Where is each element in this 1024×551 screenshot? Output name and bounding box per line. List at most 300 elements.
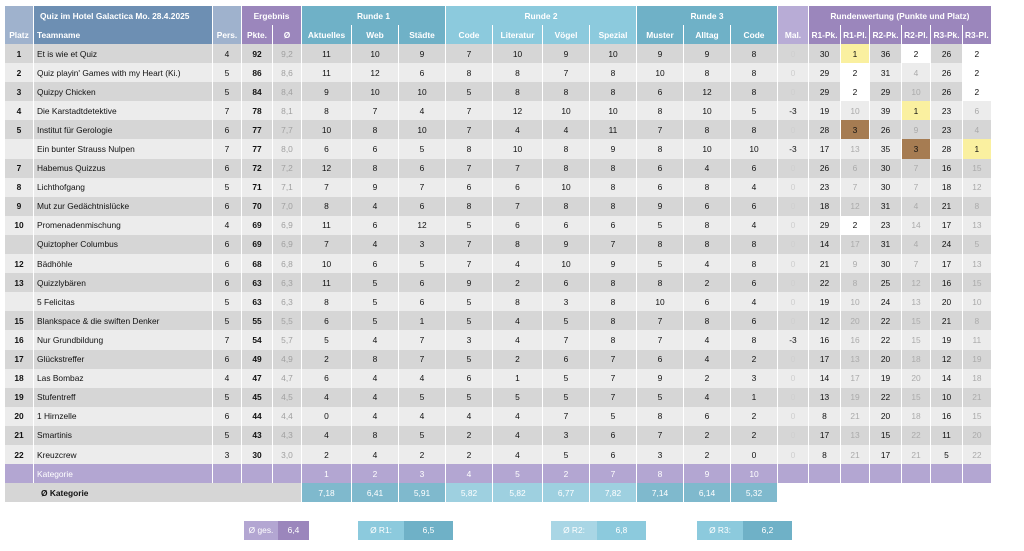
row-mal: 0 <box>778 44 808 63</box>
row-score: 2 <box>399 445 445 464</box>
row-r1pl: 12 <box>841 197 869 216</box>
row-r1pl: 2 <box>841 216 869 235</box>
row-r2pk: 20 <box>870 350 901 369</box>
row-score: 8 <box>637 407 683 426</box>
row-r1pk: 17 <box>809 350 840 369</box>
row-mal: 0 <box>778 178 808 197</box>
row-score: 6 <box>684 197 730 216</box>
row-score: 4 <box>352 235 398 254</box>
table-row <box>5 311 991 330</box>
summary-avg-r1 <box>358 521 453 540</box>
row-score: 10 <box>302 254 351 273</box>
row-r2pk: 17 <box>870 445 901 464</box>
row-platz: 16 <box>5 330 33 349</box>
row-score: 7 <box>302 178 351 197</box>
row-avg: 8,4 <box>273 82 301 101</box>
row-r2pk: 30 <box>870 159 901 178</box>
row-score: 3 <box>731 369 777 388</box>
row-r1pl: 8 <box>841 273 869 292</box>
table-row <box>5 235 991 254</box>
row-score: 4 <box>493 120 542 139</box>
row-score: 4 <box>493 426 542 445</box>
row-score: 7 <box>590 369 636 388</box>
row-avg: 8,6 <box>273 63 301 82</box>
row-r1pk: 8 <box>809 445 840 464</box>
row-teamname: Glückstreffer <box>34 350 212 369</box>
row-score: 7 <box>446 254 492 273</box>
row-score: 8 <box>731 120 777 139</box>
row-score: 8 <box>684 216 730 235</box>
row-score: 5 <box>399 388 445 407</box>
row-r3pk: 18 <box>931 178 962 197</box>
row-score: 4 <box>493 311 542 330</box>
rundenwertung-header: Rundenwertung (Punkte und Platz) <box>809 6 991 25</box>
col-avg: Ø <box>273 25 301 44</box>
table-row <box>5 82 991 101</box>
row-score: 4 <box>352 388 398 407</box>
row-score: 2 <box>684 426 730 445</box>
row-avg: 4,9 <box>273 350 301 369</box>
row-r1pl: 17 <box>841 235 869 254</box>
row-pkte: 63 <box>242 273 272 292</box>
row-teamname: Ein bunter Strauss Nulpen <box>34 139 212 158</box>
row-score: 8 <box>352 159 398 178</box>
row-score: 7 <box>543 407 589 426</box>
row-score: 5 <box>543 388 589 407</box>
row-r1pl: 3 <box>841 120 869 139</box>
row-score: 4 <box>352 369 398 388</box>
row-pkte: 45 <box>242 388 272 407</box>
header-blank <box>213 6 241 25</box>
row-mal: 0 <box>778 63 808 82</box>
row-score: 8 <box>684 235 730 254</box>
table-row <box>5 330 991 349</box>
row-platz: 21 <box>5 426 33 445</box>
row-score: 10 <box>543 254 589 273</box>
row-r2pk: 31 <box>870 235 901 254</box>
row-r2pk: 30 <box>870 254 901 273</box>
row-pkte: 77 <box>242 120 272 139</box>
row-r1pk: 22 <box>809 273 840 292</box>
row-score: 6 <box>731 197 777 216</box>
kategorie-number: 2 <box>352 464 398 483</box>
runde2-header: Runde 2 <box>446 6 636 25</box>
row-mal: 0 <box>778 216 808 235</box>
kategorie-blank <box>841 464 869 483</box>
row-score: 6 <box>590 445 636 464</box>
row-r1pl: 10 <box>841 292 869 311</box>
row-platz: 13 <box>5 273 33 292</box>
row-platz <box>5 139 33 158</box>
row-r2pl: 18 <box>902 350 930 369</box>
row-score: 12 <box>399 216 445 235</box>
row-score: 6 <box>731 273 777 292</box>
row-pers: 3 <box>213 445 241 464</box>
row-score: 7 <box>590 388 636 407</box>
table-row <box>5 254 991 273</box>
row-score: 7 <box>543 330 589 349</box>
col-r3pk: R3-Pk. <box>931 25 962 44</box>
row-teamname: Quiz playin' Games with my Heart (Ki.) <box>34 63 212 82</box>
row-r1pk: 26 <box>809 159 840 178</box>
row-avg: 7,2 <box>273 159 301 178</box>
row-mal: 0 <box>778 388 808 407</box>
row-mal: 0 <box>778 426 808 445</box>
row-r3pl: 2 <box>963 44 991 63</box>
col-alltag: Alltag <box>684 25 730 44</box>
row-score: 6 <box>302 311 351 330</box>
row-r2pl: 9 <box>902 120 930 139</box>
row-pkte: 44 <box>242 407 272 426</box>
row-r2pl: 15 <box>902 311 930 330</box>
row-score: 12 <box>302 159 351 178</box>
row-avg: 8,1 <box>273 101 301 120</box>
row-score: 2 <box>684 369 730 388</box>
row-score: 4 <box>731 216 777 235</box>
row-score: 10 <box>399 120 445 139</box>
row-score: 8 <box>493 82 542 101</box>
row-score: 8 <box>493 235 542 254</box>
row-score: 5 <box>731 101 777 120</box>
kategorie-blank <box>870 464 901 483</box>
row-platz: 9 <box>5 197 33 216</box>
row-score: 8 <box>543 197 589 216</box>
row-platz: 8 <box>5 178 33 197</box>
row-score: 6 <box>637 82 683 101</box>
runde3-header: Runde 3 <box>637 6 777 25</box>
table-row <box>5 388 991 407</box>
row-platz <box>5 235 33 254</box>
row-score: 8 <box>590 197 636 216</box>
row-score: 7 <box>446 235 492 254</box>
row-r2pk: 29 <box>870 82 901 101</box>
row-score: 8 <box>637 235 683 254</box>
row-score: 8 <box>302 101 351 120</box>
quiz-title: Quiz im Hotel Galactica Mo. 28.4.2025 <box>34 6 212 25</box>
row-score: 4 <box>352 445 398 464</box>
row-score: 6 <box>637 178 683 197</box>
row-score: 6 <box>352 216 398 235</box>
row-r1pl: 6 <box>841 159 869 178</box>
row-score: 6 <box>446 178 492 197</box>
row-r2pl: 15 <box>902 388 930 407</box>
row-r3pk: 16 <box>931 159 962 178</box>
col-r2pk: R2-Pk. <box>870 25 901 44</box>
row-score: 3 <box>543 426 589 445</box>
col-code3: Code <box>731 25 777 44</box>
row-platz: 3 <box>5 82 33 101</box>
col-staedte: Städte <box>399 25 445 44</box>
row-score: 10 <box>399 82 445 101</box>
row-score: 2 <box>731 426 777 445</box>
row-r3pk: 14 <box>931 369 962 388</box>
row-score: 6 <box>352 139 398 158</box>
row-score: 9 <box>543 235 589 254</box>
row-r1pk: 19 <box>809 292 840 311</box>
col-teamname: Teamname <box>34 25 212 44</box>
kategorie-number: 4 <box>446 464 492 483</box>
row-score: 5 <box>446 292 492 311</box>
row-r3pk: 24 <box>931 235 962 254</box>
row-score: 4 <box>302 426 351 445</box>
row-pkte: 69 <box>242 216 272 235</box>
row-score: 4 <box>543 120 589 139</box>
row-r1pl: 20 <box>841 311 869 330</box>
table-row <box>5 139 991 158</box>
row-r1pk: 14 <box>809 369 840 388</box>
row-r3pl: 2 <box>963 63 991 82</box>
row-score: 2 <box>302 445 351 464</box>
row-pkte: 86 <box>242 63 272 82</box>
kategorie-blank <box>809 464 840 483</box>
row-platz: 5 <box>5 120 33 139</box>
row-teamname: Habemus Quizzus <box>34 159 212 178</box>
row-teamname: 1 Hirnzelle <box>34 407 212 426</box>
table-row <box>5 426 991 445</box>
kategorie-blank <box>778 464 808 483</box>
kategorie-row <box>5 464 991 483</box>
row-score: 7 <box>352 101 398 120</box>
row-score: 5 <box>446 311 492 330</box>
table-row <box>5 273 991 292</box>
avg-kategorie-blank <box>778 483 991 502</box>
row-mal: 0 <box>778 350 808 369</box>
row-r3pk: 21 <box>931 311 962 330</box>
row-score: 8 <box>302 197 351 216</box>
table-row <box>5 445 991 464</box>
row-score: 6 <box>684 292 730 311</box>
row-score: 11 <box>302 273 351 292</box>
row-teamname: Smartinis <box>34 426 212 445</box>
row-r2pk: 20 <box>870 407 901 426</box>
header-blank <box>5 6 33 25</box>
row-r3pk: 19 <box>931 330 962 349</box>
row-score: 7 <box>399 350 445 369</box>
row-score: 7 <box>543 63 589 82</box>
row-score: 6 <box>731 159 777 178</box>
row-score: 4 <box>684 159 730 178</box>
col-spezial: Spezial <box>590 25 636 44</box>
row-score: 8 <box>637 139 683 158</box>
row-r3pk: 16 <box>931 273 962 292</box>
row-pkte: 55 <box>242 311 272 330</box>
row-mal: 0 <box>778 159 808 178</box>
row-score: 4 <box>684 350 730 369</box>
kategorie-number: 5 <box>493 464 542 483</box>
row-score: 7 <box>590 350 636 369</box>
row-score: 2 <box>731 407 777 426</box>
row-platz: 2 <box>5 63 33 82</box>
avg-kategorie-value: 5,82 <box>493 483 542 502</box>
summary-label: Ø R3: <box>697 521 743 540</box>
kategorie-label: Kategorie <box>34 464 212 483</box>
row-score: 5 <box>590 407 636 426</box>
row-score: 8 <box>590 82 636 101</box>
row-r1pl: 16 <box>841 330 869 349</box>
row-r3pk: 17 <box>931 254 962 273</box>
row-score: 6 <box>543 216 589 235</box>
row-r2pk: 19 <box>870 369 901 388</box>
row-score: 9 <box>637 197 683 216</box>
row-score: 4 <box>399 101 445 120</box>
row-avg: 6,8 <box>273 254 301 273</box>
row-teamname: Bädhöhle <box>34 254 212 273</box>
row-pkte: 69 <box>242 235 272 254</box>
row-r1pl: 10 <box>841 101 869 120</box>
row-score: 8 <box>543 82 589 101</box>
row-r2pk: 22 <box>870 388 901 407</box>
row-pkte: 49 <box>242 350 272 369</box>
avg-kategorie-value: 5,91 <box>399 483 445 502</box>
row-score: 1 <box>493 369 542 388</box>
avg-kategorie-value: 7,82 <box>590 483 636 502</box>
row-r3pk: 26 <box>931 44 962 63</box>
row-avg: 6,9 <box>273 216 301 235</box>
row-r3pk: 20 <box>931 292 962 311</box>
row-score: 8 <box>446 63 492 82</box>
row-score: 8 <box>684 63 730 82</box>
row-r2pl: 4 <box>902 197 930 216</box>
row-score: 4 <box>446 407 492 426</box>
avg-kategorie-label: Ø Kategorie <box>5 483 301 502</box>
col-pers: Pers. <box>213 25 241 44</box>
row-r3pl: 4 <box>963 120 991 139</box>
row-avg: 5,5 <box>273 311 301 330</box>
table-row <box>5 292 991 311</box>
row-score: 8 <box>731 235 777 254</box>
row-score: 5 <box>352 273 398 292</box>
row-score: 2 <box>493 350 542 369</box>
row-score: 11 <box>590 120 636 139</box>
row-r2pk: 39 <box>870 101 901 120</box>
row-platz: 15 <box>5 311 33 330</box>
row-teamname: Kreuzcrew <box>34 445 212 464</box>
row-platz: 4 <box>5 101 33 120</box>
row-r3pl: 18 <box>963 369 991 388</box>
row-score: 5 <box>399 139 445 158</box>
row-score: 6 <box>399 273 445 292</box>
row-score: 6 <box>399 197 445 216</box>
row-r3pk: 26 <box>931 63 962 82</box>
table-row <box>5 101 991 120</box>
row-r3pl: 21 <box>963 388 991 407</box>
row-platz: 17 <box>5 350 33 369</box>
row-score: 5 <box>446 388 492 407</box>
col-r3pl: R3-Pl. <box>963 25 991 44</box>
row-score: 6 <box>637 159 683 178</box>
row-r1pk: 8 <box>809 407 840 426</box>
row-pkte: 47 <box>242 369 272 388</box>
row-score: 6 <box>399 159 445 178</box>
row-r2pk: 26 <box>870 120 901 139</box>
row-score: 5 <box>543 445 589 464</box>
row-pkte: 70 <box>242 197 272 216</box>
row-score: 1 <box>399 311 445 330</box>
col-literatur: Literatur <box>493 25 542 44</box>
row-score: 10 <box>637 292 683 311</box>
row-r1pl: 21 <box>841 445 869 464</box>
row-score: 4 <box>493 330 542 349</box>
row-teamname: Quizpy Chicken <box>34 82 212 101</box>
row-mal: 0 <box>778 445 808 464</box>
row-r3pk: 12 <box>931 350 962 369</box>
row-score: 2 <box>302 350 351 369</box>
row-score: 6 <box>302 369 351 388</box>
row-score: 7 <box>637 330 683 349</box>
row-r3pl: 15 <box>963 273 991 292</box>
row-avg: 6,3 <box>273 292 301 311</box>
row-pers: 6 <box>213 120 241 139</box>
row-score: 5 <box>493 388 542 407</box>
row-teamname: Stufentreff <box>34 388 212 407</box>
row-teamname: Mut zur Gedächtnislücke <box>34 197 212 216</box>
kategorie-number: 7 <box>590 464 636 483</box>
row-score: 9 <box>352 178 398 197</box>
row-score: 6 <box>543 273 589 292</box>
row-r1pl: 13 <box>841 139 869 158</box>
row-platz: 7 <box>5 159 33 178</box>
row-pers: 7 <box>213 101 241 120</box>
row-mal: 0 <box>778 369 808 388</box>
row-r2pk: 23 <box>870 216 901 235</box>
row-score: 8 <box>352 426 398 445</box>
table-row <box>5 44 991 63</box>
row-avg: 5,7 <box>273 330 301 349</box>
avg-kategorie-value: 7,18 <box>302 483 351 502</box>
row-r1pl: 13 <box>841 350 869 369</box>
row-score: 8 <box>590 330 636 349</box>
summary-value: 6,8 <box>597 521 646 540</box>
row-score: 1 <box>731 388 777 407</box>
row-mal: 0 <box>778 235 808 254</box>
row-avg: 4,5 <box>273 388 301 407</box>
row-r3pk: 11 <box>931 426 962 445</box>
row-score: 4 <box>684 330 730 349</box>
row-r3pk: 28 <box>931 139 962 158</box>
row-score: 8 <box>684 311 730 330</box>
row-score: 12 <box>352 63 398 82</box>
row-teamname: Blankspace & die swiften Denker <box>34 311 212 330</box>
row-pers: 5 <box>213 178 241 197</box>
row-mal: 0 <box>778 407 808 426</box>
table-row <box>5 369 991 388</box>
kategorie-number: 1 <box>302 464 351 483</box>
header-row-groups <box>5 6 991 25</box>
row-r2pl: 7 <box>902 178 930 197</box>
kategorie-blank <box>242 464 272 483</box>
row-score: 10 <box>302 120 351 139</box>
row-pkte: 63 <box>242 292 272 311</box>
row-pkte: 68 <box>242 254 272 273</box>
row-score: 4 <box>302 388 351 407</box>
row-mal: -3 <box>778 330 808 349</box>
row-score: 6 <box>399 292 445 311</box>
row-r2pl: 21 <box>902 445 930 464</box>
row-r1pk: 12 <box>809 311 840 330</box>
avg-kategorie-value: 7,14 <box>637 483 683 502</box>
row-r3pl: 8 <box>963 197 991 216</box>
row-score: 8 <box>731 330 777 349</box>
row-teamname: Quizzlybären <box>34 273 212 292</box>
table-row <box>5 159 991 178</box>
row-score: 10 <box>637 63 683 82</box>
row-score: 11 <box>302 44 351 63</box>
row-platz <box>5 292 33 311</box>
row-avg: 4,4 <box>273 407 301 426</box>
row-r2pk: 31 <box>870 63 901 82</box>
row-avg: 7,7 <box>273 120 301 139</box>
row-score: 8 <box>731 254 777 273</box>
